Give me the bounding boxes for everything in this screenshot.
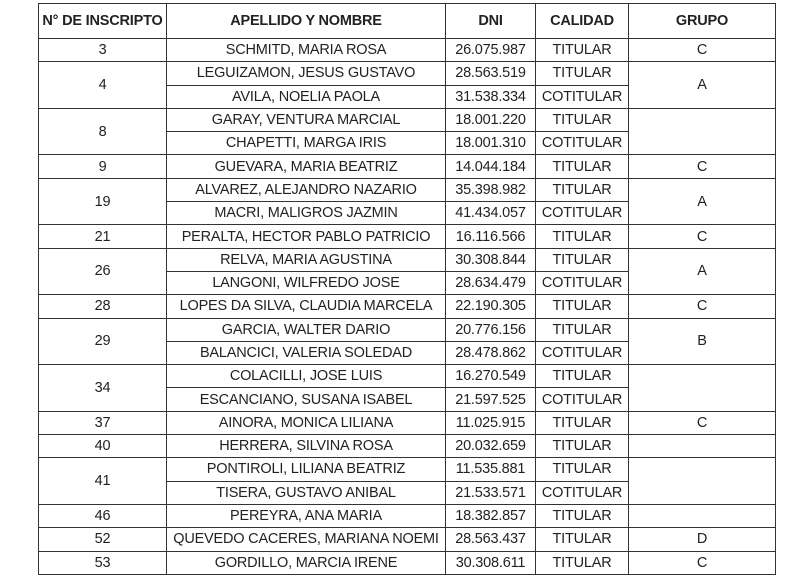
grupo-cell: C <box>629 225 776 248</box>
table-row <box>39 504 776 527</box>
person-dni: 35.398.982 <box>446 178 536 201</box>
person-calidad: COTITULAR <box>536 202 629 225</box>
person-name: CHAPETTI, MARGA IRIS <box>167 132 446 155</box>
inscriptos-sheet <box>38 3 776 575</box>
person-name: GARAY, VENTURA MARCIAL <box>167 108 446 131</box>
person-dni: 20.776.156 <box>446 318 536 341</box>
header-grupo: GRUPO <box>629 4 776 39</box>
person-dni: 31.538.334 <box>446 85 536 108</box>
person-dni: 26.075.987 <box>446 39 536 62</box>
person-name: MACRI, MALIGROS JAZMIN <box>167 202 446 225</box>
table-row <box>39 295 776 318</box>
person-calidad: TITULAR <box>536 365 629 388</box>
table-row <box>39 318 776 341</box>
inscripto-number: 3 <box>39 39 167 62</box>
person-calidad: TITULAR <box>536 458 629 481</box>
person-calidad: COTITULAR <box>536 388 629 411</box>
table-row <box>39 62 776 85</box>
inscripto-number: 40 <box>39 435 167 458</box>
person-name: LEGUIZAMON, JESUS GUSTAVO <box>167 62 446 85</box>
grupo-cell <box>629 108 776 155</box>
table-row <box>39 39 776 62</box>
person-dni: 30.308.844 <box>446 248 536 271</box>
header-inscripto: N° DE INSCRIPTO <box>39 4 167 39</box>
inscripto-number: 4 <box>39 62 167 109</box>
person-calidad: TITULAR <box>536 504 629 527</box>
person-calidad: TITULAR <box>536 248 629 271</box>
person-calidad: TITULAR <box>536 108 629 131</box>
person-calidad: TITULAR <box>536 318 629 341</box>
person-calidad: TITULAR <box>536 435 629 458</box>
header-row <box>39 4 776 39</box>
person-calidad: TITULAR <box>536 62 629 85</box>
inscripto-number: 26 <box>39 248 167 295</box>
person-name: AVILA, NOELIA PAOLA <box>167 85 446 108</box>
person-dni: 18.001.310 <box>446 132 536 155</box>
grupo-cell: C <box>629 39 776 62</box>
grupo-cell <box>629 365 776 412</box>
table-row <box>39 411 776 434</box>
person-name: PERALTA, HECTOR PABLO PATRICIO <box>167 225 446 248</box>
header-nombre: APELLIDO Y NOMBRE <box>167 4 446 39</box>
person-dni: 18.001.220 <box>446 108 536 131</box>
person-calidad: TITULAR <box>536 551 629 574</box>
person-name: ALVAREZ, ALEJANDRO NAZARIO <box>167 178 446 201</box>
person-calidad: TITULAR <box>536 39 629 62</box>
person-name: GARCIA, WALTER DARIO <box>167 318 446 341</box>
person-name: BALANCICI, VALERIA SOLEDAD <box>167 341 446 364</box>
inscripto-number: 8 <box>39 108 167 155</box>
person-calidad: COTITULAR <box>536 481 629 504</box>
person-calidad: TITULAR <box>536 411 629 434</box>
person-dni: 18.382.857 <box>446 504 536 527</box>
header-dni: DNI <box>446 4 536 39</box>
inscripto-number: 9 <box>39 155 167 178</box>
person-name: GORDILLO, MARCIA IRENE <box>167 551 446 574</box>
person-calidad: COTITULAR <box>536 85 629 108</box>
table-row <box>39 528 776 551</box>
person-calidad: TITULAR <box>536 528 629 551</box>
person-calidad: TITULAR <box>536 155 629 178</box>
person-dni: 28.563.437 <box>446 528 536 551</box>
person-name: SCHMITD, MARIA ROSA <box>167 39 446 62</box>
inscripto-number: 19 <box>39 178 167 225</box>
inscripto-number: 53 <box>39 551 167 574</box>
inscriptos-table <box>38 3 776 575</box>
grupo-cell <box>629 435 776 458</box>
person-name: PEREYRA, ANA MARIA <box>167 504 446 527</box>
inscripto-number: 28 <box>39 295 167 318</box>
person-name: LOPES DA SILVA, CLAUDIA MARCELA <box>167 295 446 318</box>
grupo-cell: C <box>629 411 776 434</box>
grupo-cell: A <box>629 62 776 109</box>
grupo-cell: C <box>629 155 776 178</box>
person-dni: 11.025.915 <box>446 411 536 434</box>
grupo-cell <box>629 458 776 505</box>
person-name: COLACILLI, JOSE LUIS <box>167 365 446 388</box>
table-row <box>39 435 776 458</box>
person-dni: 20.032.659 <box>446 435 536 458</box>
person-dni: 11.535.881 <box>446 458 536 481</box>
person-name: PONTIROLI, LILIANA BEATRIZ <box>167 458 446 481</box>
inscripto-number: 34 <box>39 365 167 412</box>
table-row <box>39 365 776 388</box>
person-dni: 16.270.549 <box>446 365 536 388</box>
person-dni: 21.597.525 <box>446 388 536 411</box>
grupo-cell: A <box>629 248 776 295</box>
person-calidad: TITULAR <box>536 295 629 318</box>
grupo-cell: C <box>629 295 776 318</box>
person-dni: 16.116.566 <box>446 225 536 248</box>
person-dni: 28.634.479 <box>446 271 536 294</box>
table-row <box>39 108 776 131</box>
grupo-cell: B <box>629 318 776 365</box>
person-name: GUEVARA, MARIA BEATRIZ <box>167 155 446 178</box>
person-dni: 28.478.862 <box>446 341 536 364</box>
inscripto-number: 37 <box>39 411 167 434</box>
person-name: TISERA, GUSTAVO ANIBAL <box>167 481 446 504</box>
table-body <box>39 39 776 575</box>
table-row <box>39 458 776 481</box>
person-name: HERRERA, SILVINA ROSA <box>167 435 446 458</box>
person-dni: 14.044.184 <box>446 155 536 178</box>
person-calidad: TITULAR <box>536 225 629 248</box>
header-calidad: CALIDAD <box>536 4 629 39</box>
person-dni: 28.563.519 <box>446 62 536 85</box>
person-dni: 22.190.305 <box>446 295 536 318</box>
table-row <box>39 225 776 248</box>
person-dni: 41.434.057 <box>446 202 536 225</box>
grupo-cell: C <box>629 551 776 574</box>
grupo-cell: A <box>629 178 776 225</box>
person-dni: 30.308.611 <box>446 551 536 574</box>
person-calidad: COTITULAR <box>536 271 629 294</box>
person-name: RELVA, MARIA AGUSTINA <box>167 248 446 271</box>
person-calidad: TITULAR <box>536 178 629 201</box>
person-calidad: COTITULAR <box>536 341 629 364</box>
person-name: QUEVEDO CACERES, MARIANA NOEMI <box>167 528 446 551</box>
person-name: LANGONI, WILFREDO JOSE <box>167 271 446 294</box>
inscripto-number: 52 <box>39 528 167 551</box>
person-name: ESCANCIANO, SUSANA ISABEL <box>167 388 446 411</box>
table-row <box>39 551 776 574</box>
person-name: AINORA, MONICA LILIANA <box>167 411 446 434</box>
person-calidad: COTITULAR <box>536 132 629 155</box>
person-dni: 21.533.571 <box>446 481 536 504</box>
inscripto-number: 41 <box>39 458 167 505</box>
table-row <box>39 178 776 201</box>
table-row <box>39 248 776 271</box>
inscripto-number: 29 <box>39 318 167 365</box>
inscripto-number: 21 <box>39 225 167 248</box>
grupo-cell: D <box>629 528 776 551</box>
grupo-cell <box>629 504 776 527</box>
inscripto-number: 46 <box>39 504 167 527</box>
table-row <box>39 155 776 178</box>
